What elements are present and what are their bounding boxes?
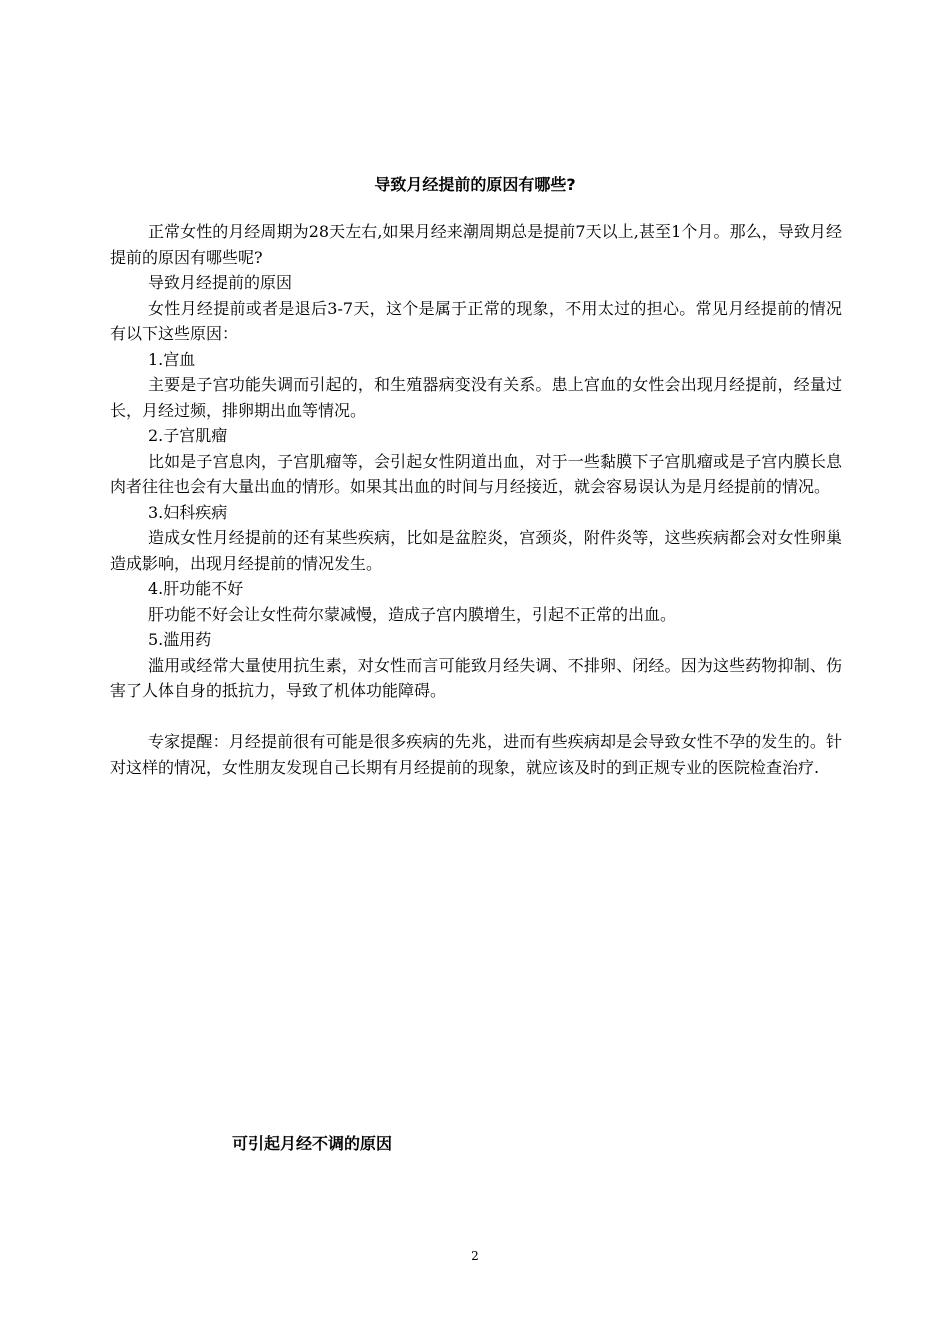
causes-overview-paragraph: 女性月经提前或者是退后3-7天，这个是属于正常的现象，不用太过的担心。常见月经提前的情况有以下这些原因： <box>110 298 842 343</box>
cause-heading-2: 2.子宫肌瘤 <box>148 426 228 445</box>
cause-heading-1: 1.宫血 <box>148 349 196 369</box>
cause-heading-5: 5.滥用药 <box>148 630 212 649</box>
article-body <box>110 219 842 780</box>
cause-paragraph-5: 滥用或经常大量使用抗生素，对女性而言可能致月经失调、不排卵、闭经。因为这些药物抑制、伤害了人体自身的抵抗力，导致了机体功能障碍。 <box>110 655 842 700</box>
cause-paragraph-2: 比如是子宫息肉，子宫肌瘤等，会引起女性阴道出血，对于一些黏膜下子宫肌瘤或是子宫内膜长息肉者往往也会有大量出血的情形。如果其出血的时间与月经接近，就会容易误认为是月经提前的情况。 <box>110 451 842 496</box>
next-section-title: 可引起月经不调的原因 <box>232 1134 393 1153</box>
cause-paragraph-3: 造成女性月经提前的还有某些疾病，比如是盆腔炎，宫颈炎，附件炎等，这些疾病都会对女性卵巢造成影响，出现月经提前的情况发生。 <box>110 528 842 573</box>
paragraph-spacer <box>110 704 842 730</box>
page-number: 2 <box>471 1249 479 1263</box>
expert-reminder-paragraph: 专家提醒：月经提前很有可能是很多疾病的先兆，进而有些疾病却是会导致女性不孕的发生的。针对这样的情况，女性朋友发现自己长期有月经提前的现象，就应该及时的到正规专业的医院检查治疗. <box>110 732 842 777</box>
cause-heading-4: 4.肝功能不好 <box>148 579 244 598</box>
cause-paragraph-4: 肝功能不好会让女性荷尔蒙减慢，造成子宫内膜增生，引起不正常的出血。 <box>148 604 677 624</box>
section-heading-causes: 导致月经提前的原因 <box>148 273 293 292</box>
intro-paragraph: 正常女性的月经周期为28天左右,如果月经来潮周期总是提前7天以上,甚至1个月。那么，导致月经提前的原因有哪些呢? <box>110 222 842 267</box>
cause-heading-3: 3.妇科疾病 <box>148 502 228 522</box>
cause-paragraph-1: 主要是子宫功能失调而引起的，和生殖器病变没有关系。患上宫血的女性会出现月经提前，经量过长，月经过频，排卵期出血等情况。 <box>110 375 842 420</box>
page-title: 导致月经提前的原因有哪些? <box>374 175 576 194</box>
